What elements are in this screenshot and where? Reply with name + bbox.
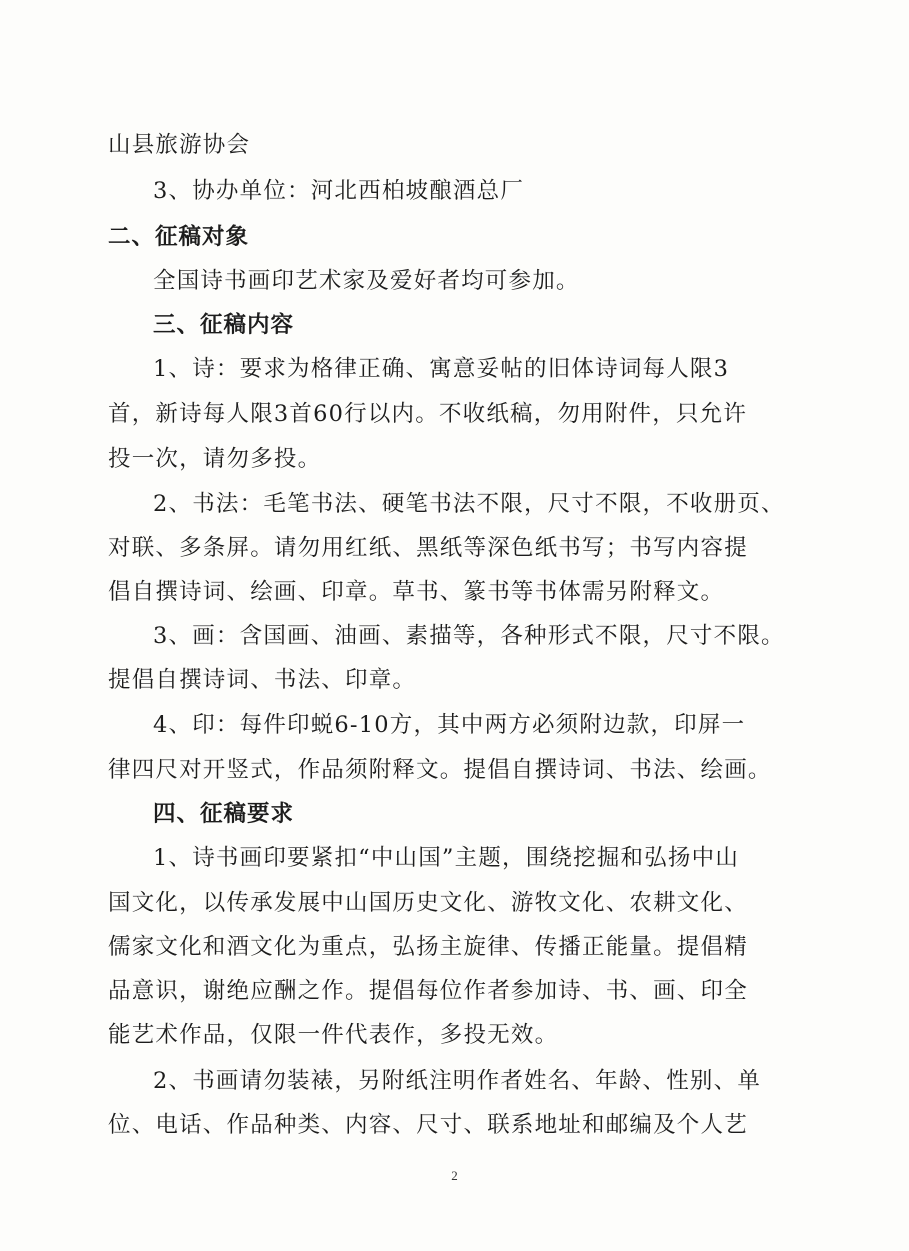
text-line-2: 3、协办单位：河北西柏坡酿酒总厂 — [153, 178, 525, 204]
text-line-16: 儒家文化和酒文化为重点，弘扬主旋律、传播正能量。提倡精 — [108, 934, 748, 960]
text-line-10: 3、画：含国画、油画、素描等，各种形式不限，尺寸不限。 — [153, 623, 785, 649]
text-line-17: 品意识，谢绝应酬之作。提倡每位作者参加诗、书、画、印全 — [108, 978, 748, 1004]
text-line-9: 倡自撰诗词、绘画、印章。草书、篆书等书体需另附释文。 — [108, 579, 725, 605]
text-line-7: 2、书法：毛笔书法、硬笔书法不限，尺寸不限，不收册页、 — [153, 491, 785, 517]
text-line-4: 1、诗：要求为格律正确、寓意妥帖的旧体诗词每人限3 — [153, 356, 730, 382]
page-number: 2 — [451, 1168, 458, 1183]
text-line-15: 国文化，以传承发展中山国历史文化、游牧文化、农耕文化、 — [108, 890, 748, 916]
text-line-1: 山县旅游协会 — [108, 132, 251, 158]
section-heading-4: 四、征稿要求 — [153, 801, 295, 827]
text-line-5: 首，新诗每人限3首60行以内。不收纸稿，勿用附件，只允许 — [108, 401, 748, 427]
text-line-8: 对联、多条屏。请勿用红纸、黑纸等深色纸书写；书写内容提 — [108, 535, 748, 561]
text-line-18: 能艺术作品，仅限一件代表作，多投无效。 — [108, 1022, 559, 1048]
section-heading-3: 三、征稿内容 — [153, 312, 295, 338]
section-heading-2: 二、征稿对象 — [108, 224, 250, 250]
text-line-14: 1、诗书画印要紧扣“中山国”主题，围绕挖掘和弘扬中山 — [153, 845, 740, 871]
text-line-12: 4、印：每件印蜕6-10方，其中两方必须附边款，印屏一 — [153, 712, 746, 738]
text-line-20: 位、电话、作品种类、内容、尺寸、联系地址和邮编及个人艺 — [108, 1112, 748, 1138]
text-line-13: 律四尺对开竖式，作品须附释文。提倡自撰诗词、书法、绘画。 — [108, 757, 772, 783]
text-line-19: 2、书画请勿装裱，另附纸注明作者姓名、年龄、性别、单 — [153, 1068, 762, 1094]
text-line-11: 提倡自撰诗词、书法、印章。 — [108, 667, 417, 693]
text-line-3: 全国诗书画印艺术家及爱好者均可参加。 — [153, 268, 580, 294]
text-line-6: 投一次，请勿多投。 — [108, 446, 322, 472]
